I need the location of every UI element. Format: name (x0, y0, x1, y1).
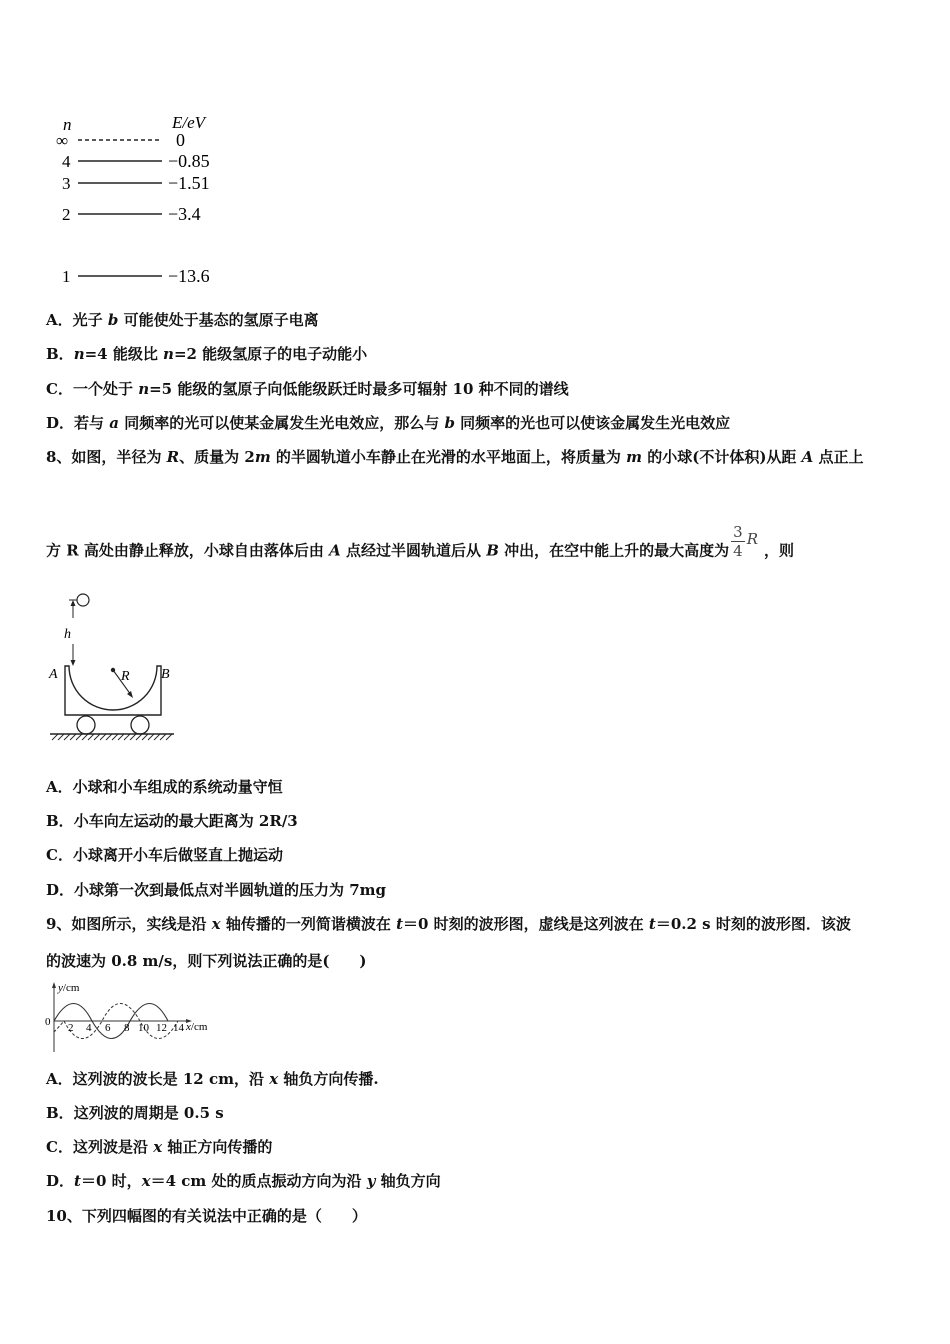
y-axis-label: y/cm (58, 982, 80, 994)
x-tick-labels (68, 1022, 185, 1034)
q9-stem-line2: 的波速为 0.8 m/s，则下列说法正确的是( ) (46, 952, 367, 970)
q7-option-a[interactable]: A．光子 b 可能使处于基态的氢原子电离 (46, 311, 319, 329)
x-tick: 2 (68, 1022, 74, 1034)
height-label: h (64, 627, 71, 642)
q8-option-c[interactable]: C．小球离开小车后做竖直上抛运动 (46, 846, 283, 864)
energy-level-diagram (50, 108, 230, 293)
level-value-1: −13.6 (168, 266, 210, 286)
level-n-1: 1 (62, 267, 71, 286)
wave-figure (42, 980, 222, 1056)
q9-option-b[interactable]: B．这列波的周期是 0.5 s (46, 1104, 224, 1122)
x-tick: 8 (124, 1022, 130, 1034)
q9-stem-line1: 9、如图所示，实线是沿 x 轴传播的一列简谐横波在 t＝0 时刻的波形图，虚线是这列波在 t＝0.2 s 时刻的波形图．该波 (46, 915, 851, 933)
q10-stem: 10、下列四幅图的有关说法中正确的是（ ） (46, 1207, 367, 1225)
x-tick: 14 (173, 1022, 184, 1034)
point-a-label: A (49, 667, 58, 682)
n-axis-label: n (63, 115, 72, 134)
level-value-2: −3.4 (168, 204, 201, 224)
q7-option-c[interactable]: C．一个处于 n=5 能级的氢原子向低能级跃迁时最多可辐射 10 种不同的谱线 (46, 380, 569, 398)
q8-stem-line1: 8、如图，半径为 R、质量为 2m 的半圆轨道小车静止在光滑的水平地面上，将质量为 m 的小球(不计体积)从距 A 点正上 (46, 448, 864, 466)
point-b-label: B (161, 667, 170, 682)
q8-option-b[interactable]: B．小车向左运动的最大距离为 2R/3 (46, 812, 298, 830)
x-tick: 10 (138, 1022, 149, 1034)
level-n-4: 4 (62, 152, 71, 171)
level-n-2: 2 (62, 205, 71, 224)
q9-option-d[interactable]: D．t＝0 时，x＝4 cm 处的质点振动方向为沿 y 轴负方向 (46, 1172, 441, 1190)
q8-option-d[interactable]: D．小球第一次到最低点对半圆轨道的压力为 7mg (46, 881, 387, 899)
left-wheel (77, 716, 95, 734)
q7-option-d[interactable]: D．若与 a 同频率的光可以使某金属发生光电效应，那么与 b 同频率的光也可以使该金属发生光电效应 (46, 414, 731, 432)
q8-option-a[interactable]: A．小球和小车组成的系统动量守恒 (46, 778, 283, 796)
cart-track-figure (44, 588, 184, 746)
level-value-3: −1.51 (168, 173, 210, 193)
ground-hatch (52, 734, 172, 740)
q9-option-a[interactable]: A．这列波的波长是 12 cm，沿 x 轴负方向传播. (46, 1070, 379, 1088)
q7-option-b[interactable]: B．n=4 能级比 n=2 能级氢原子的电子动能小 (46, 345, 368, 363)
level-n-infinity: ∞ (56, 131, 69, 150)
right-wheel (131, 716, 149, 734)
x-axis-label: x/cm (186, 1021, 208, 1033)
ball (77, 594, 89, 606)
q9-option-c[interactable]: C．这列波是沿 x 轴正方向传播的 (46, 1138, 273, 1156)
level-value-4: −0.85 (168, 151, 210, 171)
level-n-3: 3 (62, 174, 71, 193)
origin-label: 0 (45, 1016, 51, 1028)
level-value-infinity: 0 (176, 130, 185, 150)
q8-stem-line2: 方 R 高处由静止释放，小球自由落体后由 A 点经过半圆轨道后从 B 冲出，在空中能上升的最大高度为 $\frac{3}{4}$ R，则 (46, 523, 795, 560)
energy-axis-label: E/eV (172, 113, 206, 132)
x-tick: 4 (86, 1022, 92, 1034)
x-tick: 6 (105, 1022, 111, 1034)
radius-label: R (121, 669, 130, 684)
max-height-fraction: $\frac{3}{4}$ (733, 523, 743, 560)
x-tick: 12 (156, 1022, 167, 1034)
cart-body (65, 666, 161, 715)
